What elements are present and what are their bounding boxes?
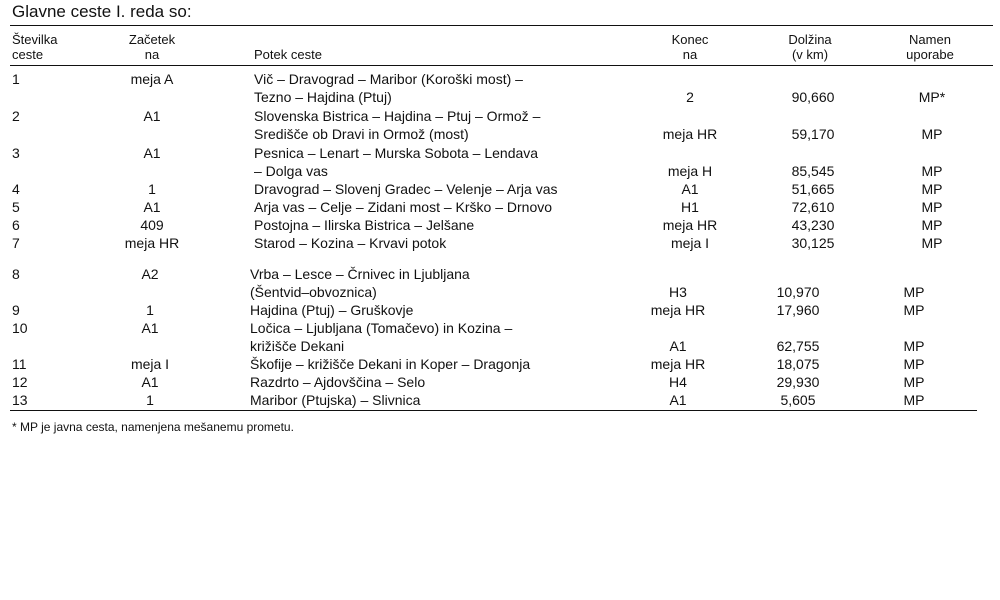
- road-start: 409: [140, 217, 164, 233]
- table-top-rule: [10, 25, 993, 26]
- road-start: 1: [148, 181, 156, 197]
- road-use: MP: [903, 356, 925, 372]
- road-route-line: Arja vas – Celje – Zidani most – Krško – Drnovo: [254, 199, 553, 215]
- header-length-line1: Dolžina: [788, 32, 832, 47]
- road-length: 17,960: [776, 302, 820, 318]
- road-use: MP: [921, 181, 943, 197]
- road-length: 10,970: [776, 284, 820, 300]
- road-route-line: Pesnica – Lenart – Murska Sobota – Lendava: [254, 145, 539, 161]
- road-end: H1: [681, 199, 699, 215]
- road-use: MP: [903, 374, 925, 390]
- road-number: 10: [12, 320, 28, 336]
- header-number-line1: Številka: [12, 32, 58, 47]
- header-length-line2: (v km): [791, 47, 829, 62]
- header-start-line2: na: [144, 47, 160, 62]
- road-end: A1: [681, 181, 699, 197]
- road-end: meja HR: [650, 356, 706, 372]
- road-start: meja A: [130, 71, 174, 87]
- road-length: 62,755: [776, 338, 820, 354]
- road-start: 1: [146, 392, 154, 408]
- road-use: MP: [921, 126, 943, 142]
- table-header-rule: [10, 65, 993, 66]
- road-number: 12: [12, 374, 28, 390]
- road-route-line: Dravograd – Slovenj Gradec – Velenje – Arja vas: [254, 181, 558, 197]
- road-route-line: Vič – Dravograd – Maribor (Koroški most) –: [254, 71, 523, 87]
- road-use: MP: [921, 217, 943, 233]
- road-number: 9: [12, 302, 20, 318]
- road-number: 13: [12, 392, 28, 408]
- road-length: 59,170: [791, 126, 835, 142]
- header-end-line1: Konec: [671, 32, 709, 47]
- road-start: A2: [141, 266, 159, 282]
- road-length: 29,930: [776, 374, 820, 390]
- road-use: MP: [921, 163, 943, 179]
- footnote: * MP je javna cesta, namenjena mešanemu prometu.: [12, 420, 294, 434]
- page-title: Glavne ceste I. reda so:: [12, 2, 192, 21]
- road-number: 2: [12, 108, 20, 124]
- road-start: A1: [143, 108, 161, 124]
- road-route-line: Vrba – Lesce – Črnivec in Ljubljana: [250, 266, 470, 282]
- road-use: MP: [903, 302, 925, 318]
- road-number: 4: [12, 181, 20, 197]
- road-route-line: Starod – Kozina – Krvavi potok: [254, 235, 447, 251]
- road-number: 1: [12, 71, 20, 87]
- road-use: MP: [903, 284, 925, 300]
- road-end: meja HR: [662, 126, 718, 142]
- road-length: 85,545: [791, 163, 835, 179]
- road-end: H4: [669, 374, 687, 390]
- road-start: A1: [143, 145, 161, 161]
- header-end-line2: na: [682, 47, 698, 62]
- road-end: 2: [686, 89, 694, 105]
- road-length: 51,665: [791, 181, 835, 197]
- road-route-line: Tezno – Hajdina (Ptuj): [254, 89, 392, 105]
- road-route-line: Postojna – Ilirska Bistrica – Jelšane: [254, 217, 475, 233]
- header-use-line2: uporabe: [906, 47, 954, 62]
- road-route-line: Razdrto – Ajdovščina – Selo: [250, 374, 426, 390]
- road-use: MP: [921, 199, 943, 215]
- road-use: MP: [903, 392, 925, 408]
- road-length: 5,605: [780, 392, 816, 408]
- road-use: MP: [921, 235, 943, 251]
- road-start: meja I: [130, 356, 170, 372]
- road-start: A1: [141, 374, 159, 390]
- road-use: MP*: [918, 89, 946, 105]
- road-length: 30,125: [791, 235, 835, 251]
- road-use: MP: [903, 338, 925, 354]
- road-route-line: Hajdina (Ptuj) – Gruškovje: [250, 302, 414, 318]
- road-route-line: Maribor (Ptujska) – Slivnica: [250, 392, 421, 408]
- road-length: 43,230: [791, 217, 835, 233]
- header-use-line1: Namen: [909, 32, 951, 47]
- header-number-line2: ceste: [12, 47, 44, 62]
- road-number: 6: [12, 217, 20, 233]
- road-number: 5: [12, 199, 20, 215]
- road-route-line: Središče ob Dravi in Ormož (most): [254, 126, 469, 142]
- road-end: meja H: [667, 163, 713, 179]
- header-route: Potek ceste: [254, 47, 322, 62]
- road-length: 18,075: [776, 356, 820, 372]
- road-route-line: – Dolga vas: [254, 163, 328, 179]
- road-route-line: Ločica – Ljubljana (Tomačevo) in Kozina –: [250, 320, 513, 336]
- road-number: 8: [12, 266, 20, 282]
- table-bottom-rule: [10, 410, 977, 411]
- road-number: 7: [12, 235, 20, 251]
- road-end: meja I: [670, 235, 710, 251]
- road-start: 1: [146, 302, 154, 318]
- road-end: H3: [669, 284, 687, 300]
- road-end: A1: [669, 392, 687, 408]
- road-start: A1: [143, 199, 161, 215]
- road-route-line: Slovenska Bistrica – Hajdina – Ptuj – Ormož –: [254, 108, 541, 124]
- road-start: A1: [141, 320, 159, 336]
- road-start: meja HR: [124, 235, 180, 251]
- road-route-line: (Šentvid–obvoznica): [250, 284, 377, 300]
- road-end: meja HR: [662, 217, 718, 233]
- road-number: 3: [12, 145, 20, 161]
- road-number: 11: [12, 356, 27, 372]
- road-length: 90,660: [791, 89, 835, 105]
- road-length: 72,610: [791, 199, 835, 215]
- road-route-line: križišče Dekani: [250, 338, 345, 354]
- road-end: A1: [669, 338, 687, 354]
- header-start-line1: Začetek: [128, 32, 176, 47]
- road-route-line: Škofije – križišče Dekani in Koper – Dragonja: [250, 356, 531, 372]
- road-end: meja HR: [650, 302, 706, 318]
